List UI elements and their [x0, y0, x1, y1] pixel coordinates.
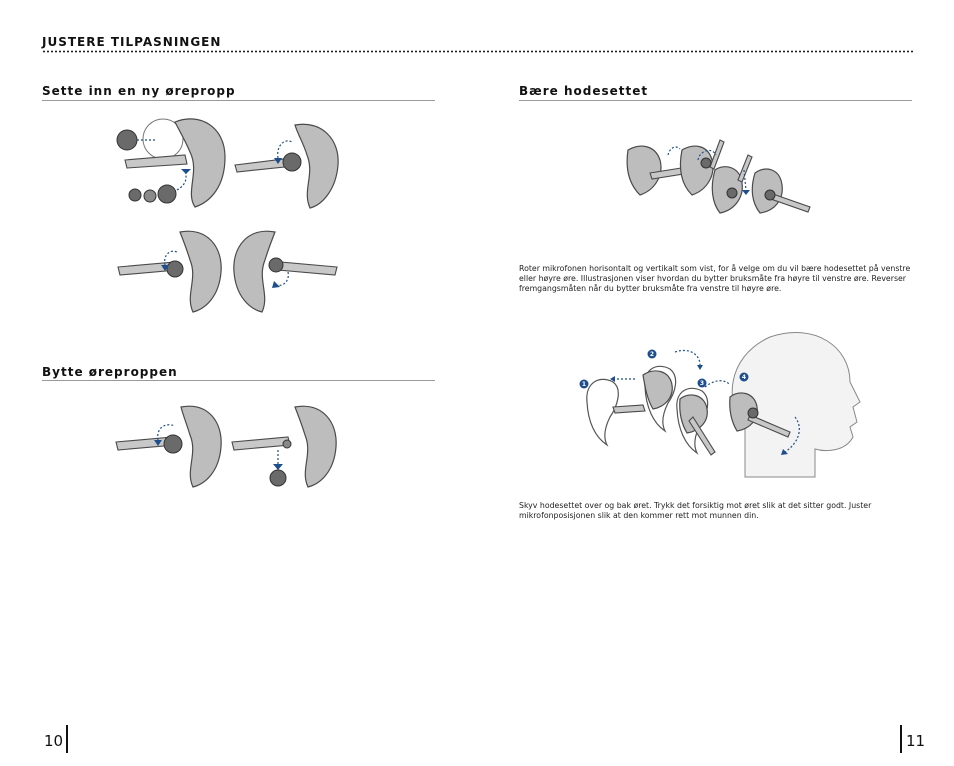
section-rule	[519, 100, 912, 101]
wearing-instructions: Skyv hodesettet over og bak øret. Trykk det forsiktig mot øret slik at det sitter godt. Juster mikrofonposisjonen slik at den kommer rett mot munnen din.	[519, 501, 872, 520]
step-marker	[580, 380, 589, 389]
headset-illustration	[118, 231, 221, 312]
headset-illustration	[752, 169, 810, 213]
step-4: 4	[741, 374, 747, 382]
wearing-illustration	[575, 327, 865, 482]
rotate-mic-illustration	[620, 135, 820, 220]
step-2: 2	[649, 351, 655, 359]
section-rule	[42, 380, 435, 381]
section-title-replace-eartip: Bytte øreproppen	[42, 365, 178, 379]
step-marker	[648, 350, 657, 359]
headset-illustration	[116, 406, 221, 487]
page-number-bar-right	[900, 725, 902, 753]
step-marker	[740, 373, 749, 382]
page-number-left: 10	[44, 732, 64, 750]
step-3: 3	[699, 380, 705, 388]
page-number-bar-left	[66, 725, 68, 753]
insert-eartip-illustration	[110, 112, 350, 317]
headset-illustration	[232, 406, 336, 487]
headset-illustration	[234, 231, 337, 312]
section-rule	[42, 100, 435, 101]
page-title: JUSTERE TILPASNINGEN	[42, 35, 222, 49]
headset-illustration	[117, 119, 225, 207]
page-number-right: 11	[906, 732, 926, 750]
section-title-insert-eartip: Sette inn en ny ørepropp	[42, 84, 236, 98]
ear-illustration	[587, 379, 618, 445]
rotate-instructions: Roter mikrofonen horisontalt og vertikalt som vist, for å velge om du vil bære hodesettet på venstre eller høyre øre. Illustrasjonen viser hvordan du bytter bruksmåte fra høyre til venstre øre. Reverser fremgangsmåten når du bytter bruksmåte fra venstre til høyre øre.	[519, 264, 911, 293]
replace-eartip-illustration	[110, 400, 350, 495]
step-1: 1	[581, 381, 587, 389]
dotted-divider	[42, 50, 914, 53]
step-marker	[698, 379, 707, 388]
headset-illustration	[712, 155, 752, 213]
section-title-wearing: Bære hodesettet	[519, 84, 649, 98]
headset-illustration	[235, 124, 338, 208]
